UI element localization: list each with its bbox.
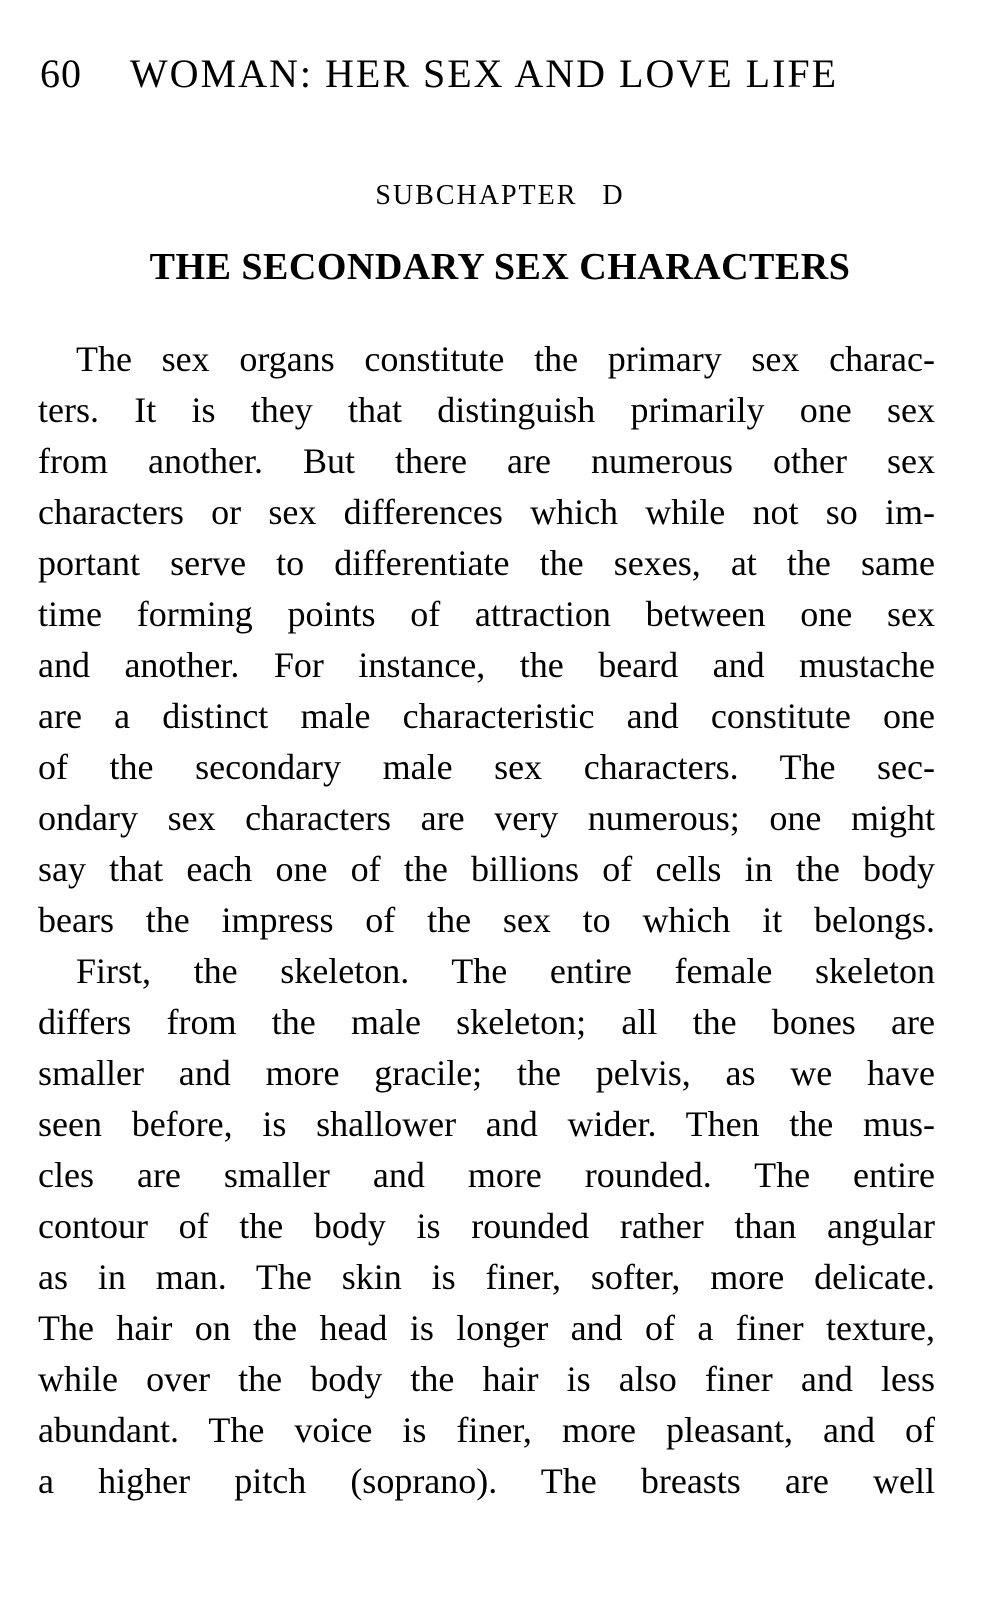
text-line: ondary sex characters are very numerous; one might <box>38 798 935 838</box>
text-line: portant serve to differentiate the sexes, at the same <box>38 543 935 583</box>
text-line: while over the body the hair is also finer and less <box>38 1359 935 1399</box>
text-line: ters. It is they that distinguish primarily one sex <box>38 390 935 430</box>
page-number: 60 <box>40 51 82 96</box>
paragraph <box>38 946 935 1507</box>
text-line: are a distinct male characteristic and constitute one <box>38 696 935 736</box>
text-line: abundant. The voice is finer, more pleasant, and of <box>38 1410 935 1450</box>
text-line: First, the skeleton. The entire female skeleton <box>76 951 935 991</box>
text-line: of the secondary male sex characters. The sec- <box>38 747 935 787</box>
text-line: characters or sex differences which while not so im- <box>38 492 935 532</box>
text-line: contour of the body is rounded rather than angular <box>38 1206 935 1246</box>
text-line: from another. But there are numerous other sex <box>38 441 935 481</box>
text-line: bears the impress of the sex to which it belongs. <box>38 900 935 940</box>
section-heading: THE SECONDARY SEX CHARACTERS <box>149 246 851 288</box>
running-title: WOMAN: HER SEX AND LOVE LIFE <box>129 51 839 96</box>
paragraph <box>38 334 935 946</box>
text-line: differs from the male skeleton; all the bones are <box>38 1002 935 1042</box>
text-line: and another. For instance, the beard and mustache <box>38 645 935 685</box>
body-text <box>38 334 935 1507</box>
text-line: smaller and more gracile; the pelvis, as we have <box>38 1053 935 1093</box>
text-line: as in man. The skin is finer, softer, more delicate. <box>38 1257 935 1297</box>
text-line: say that each one of the billions of cells in the body <box>38 849 935 889</box>
text-line: cles are smaller and more rounded. The entire <box>38 1155 935 1195</box>
subchapter-label: SUBCHAPTER D <box>375 180 625 211</box>
text-line: time forming points of attraction between one sex <box>38 594 935 634</box>
text-line: The hair on the head is longer and of a finer texture, <box>38 1308 935 1348</box>
text-line: seen before, is shallower and wider. Then the mus- <box>38 1104 935 1144</box>
running-header <box>0 51 1000 102</box>
text-line: a higher pitch (soprano). The breasts are well <box>38 1461 935 1501</box>
text-line: The sex organs constitute the primary sex charac- <box>76 339 935 379</box>
